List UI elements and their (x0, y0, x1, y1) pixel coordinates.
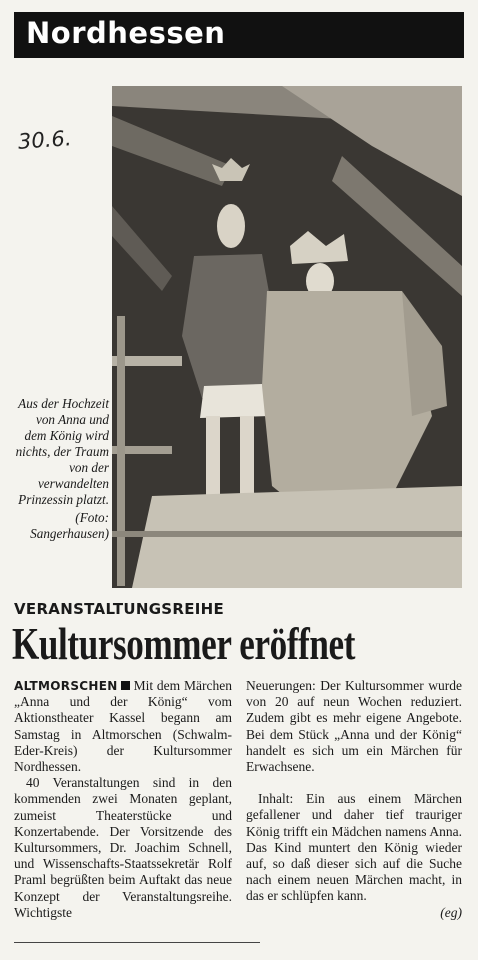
bottom-rule (14, 942, 260, 943)
article-kicker: VERANSTALTUNGSREIHE (14, 600, 225, 618)
article-paragraph: Inhalt: Ein aus einem Märchen gefallener und daher tief trauriger König trifft ein Mädchen namens Anna. Das Kind muntert den König wieder auf, so daß dieser sich auf die Suche nach einem neuen Märchen macht, in das er schlüpfen kann. (246, 791, 462, 904)
square-bullet-icon (121, 681, 130, 690)
article-photo (112, 86, 462, 588)
article-column-left (14, 678, 232, 921)
caption-text: Aus der Hochzeit von Anna und dem König wird nichts, der Traum von der verwandelten Prinzessin platzt. (15, 396, 109, 507)
handwritten-date-note: 30.6. (17, 126, 73, 154)
theater-scene-illustration (112, 86, 462, 588)
dateline: ALTMORSCHEN (14, 679, 118, 693)
article-paragraph: 40 Veranstaltungen sind in den kommenden zwei Monaten geplant, zumeist Theaterstücke und Konzertabende. Der Vorsitzende des Kultursommers, Dr. Joachim Schnell, und Wissenschafts-Staatssekretär Rolf Praml begrüßten beim Auftakt das neue Konzept der Veranstaltungsreihe. Wichtigste (14, 775, 232, 920)
photo-caption (14, 396, 109, 542)
section-header (14, 12, 464, 58)
photo-credit: (Foto: Sangerhausen) (30, 510, 109, 541)
article-paragraph: Neuerungen: Der Kultursommer wurde von 20 auf neun Wochen reduziert. Zudem gibt es mehr eigene Angebote. Bei dem Stück „Anna und der König“ handelt es sich um ein Märchen für Erwachsene. (246, 678, 462, 775)
article-paragraph: ALTMORSCHEN Mit dem Märchen „Anna und der König“ vom Aktionstheater Kassel begann am Samstag in Altmorschen (Schwalm-Eder-Kreis) der Kultursommer Nordhessen. (14, 678, 232, 775)
section-title: Nordhessen (26, 16, 226, 50)
article-headline: Kultursommer eröffnet (12, 619, 356, 669)
article-column-right (246, 678, 462, 921)
author-signature: (eg) (440, 904, 462, 920)
